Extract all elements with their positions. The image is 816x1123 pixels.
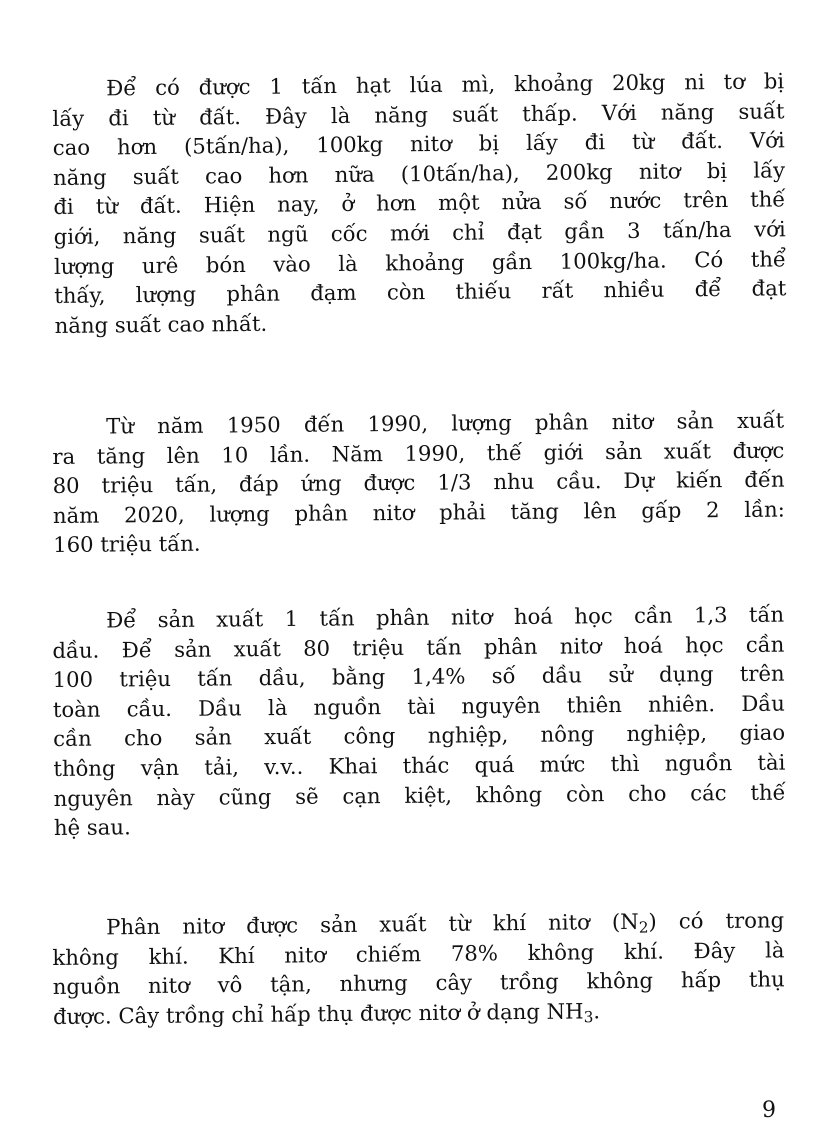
text-line: cần cho sản xuất công nghiệp, nông nghiệp, giao: [53, 719, 786, 752]
text-line: nguồn nitơ vô tận, nhưng cây trồng không hấp thụ: [52, 966, 785, 1000]
text-line: lấy đi từ đất. Đây là năng suất thấp. Với năng suất: [52, 97, 785, 131]
text-line: đi từ đất. Hiện nay, ở hơn một nửa số nước trên thế: [53, 186, 786, 220]
text-line: lượng urê bón vào là khoảng gần 100kg/ha. Có thể: [53, 245, 787, 279]
text-line: 80 triệu tấn, đáp ứng được 1/3 nhu cầu. Dự kiến đến: [52, 466, 785, 499]
paragraph-4: [52, 905, 785, 1031]
text-line: nguyên này cũng sẽ cạn kiệt, không còn cho các thế: [53, 779, 786, 811]
text-line: Để sản xuất 1 tấn phân nitơ hoá học cần 1,3 tấn: [106, 601, 785, 633]
text-line: Từ năm 1950 đến 1990, lượng phân nitơ sản xuất: [106, 407, 785, 439]
paragraph-1: [52, 66, 787, 340]
text-line: dầu. Để sản xuất 80 triệu tấn phân nitơ hoá học cần: [52, 631, 785, 663]
page-number: 9: [762, 1098, 776, 1123]
text-segment: ) có trong: [648, 907, 785, 934]
text-line: không khí. Khí nitơ chiếm 78% không khí. Đây là: [52, 936, 785, 970]
text-line: thông vận tải, v.v.. Khai thác quá mức thì nguồn tài: [53, 749, 786, 781]
subscript-three: 3: [583, 1007, 594, 1027]
text-line: 160 triệu tấn.: [53, 531, 201, 558]
text-line: 100 triệu tấn dầu, bằng 1,4% số dầu sử dụng trên: [52, 660, 785, 693]
subscript-two: 2: [638, 918, 649, 937]
paragraph-3: [52, 600, 786, 843]
text-segment: .: [593, 998, 601, 1024]
text-line: thấy, lượng phân đạm còn thiếu rất nhiều để đạt: [54, 275, 787, 309]
text-line: năm 2020, lượng phân nitơ phải tăng lên gấp 2 lần:: [52, 496, 785, 528]
paragraph-2: [52, 406, 785, 560]
text-line: năng suất cao nhất.: [54, 310, 268, 338]
text-line: toàn cầu. Dầu là nguồn tài nguyên thiên nhiên. Dầu: [52, 690, 785, 722]
text-segment: Phân nitơ được sản xuất từ khí nitơ (N: [106, 908, 639, 940]
text-line: giới, năng suất ngũ cốc mới chỉ đạt gần 3 tấn/ha với: [53, 216, 786, 249]
text-line: năng suất cao hơn nữa (10tấn/ha), 200kg nitơ bị lấy: [52, 157, 786, 190]
text-line: hệ sau.: [53, 814, 131, 841]
text-line: cao hơn (5tấn/ha), 100kg nitơ bị lấy đi từ đất. Với: [52, 127, 785, 161]
text-line: ra tăng lên 10 lần. Năm 1990, thế giới sản xuất được: [52, 437, 785, 469]
text-segment: được. Cây trồng chỉ hấp thụ được nitơ ở dạng NH: [52, 998, 584, 1029]
text-line: Để có được 1 tấn hạt lúa mì, khoảng 20kg ni tơ bị: [106, 68, 785, 101]
